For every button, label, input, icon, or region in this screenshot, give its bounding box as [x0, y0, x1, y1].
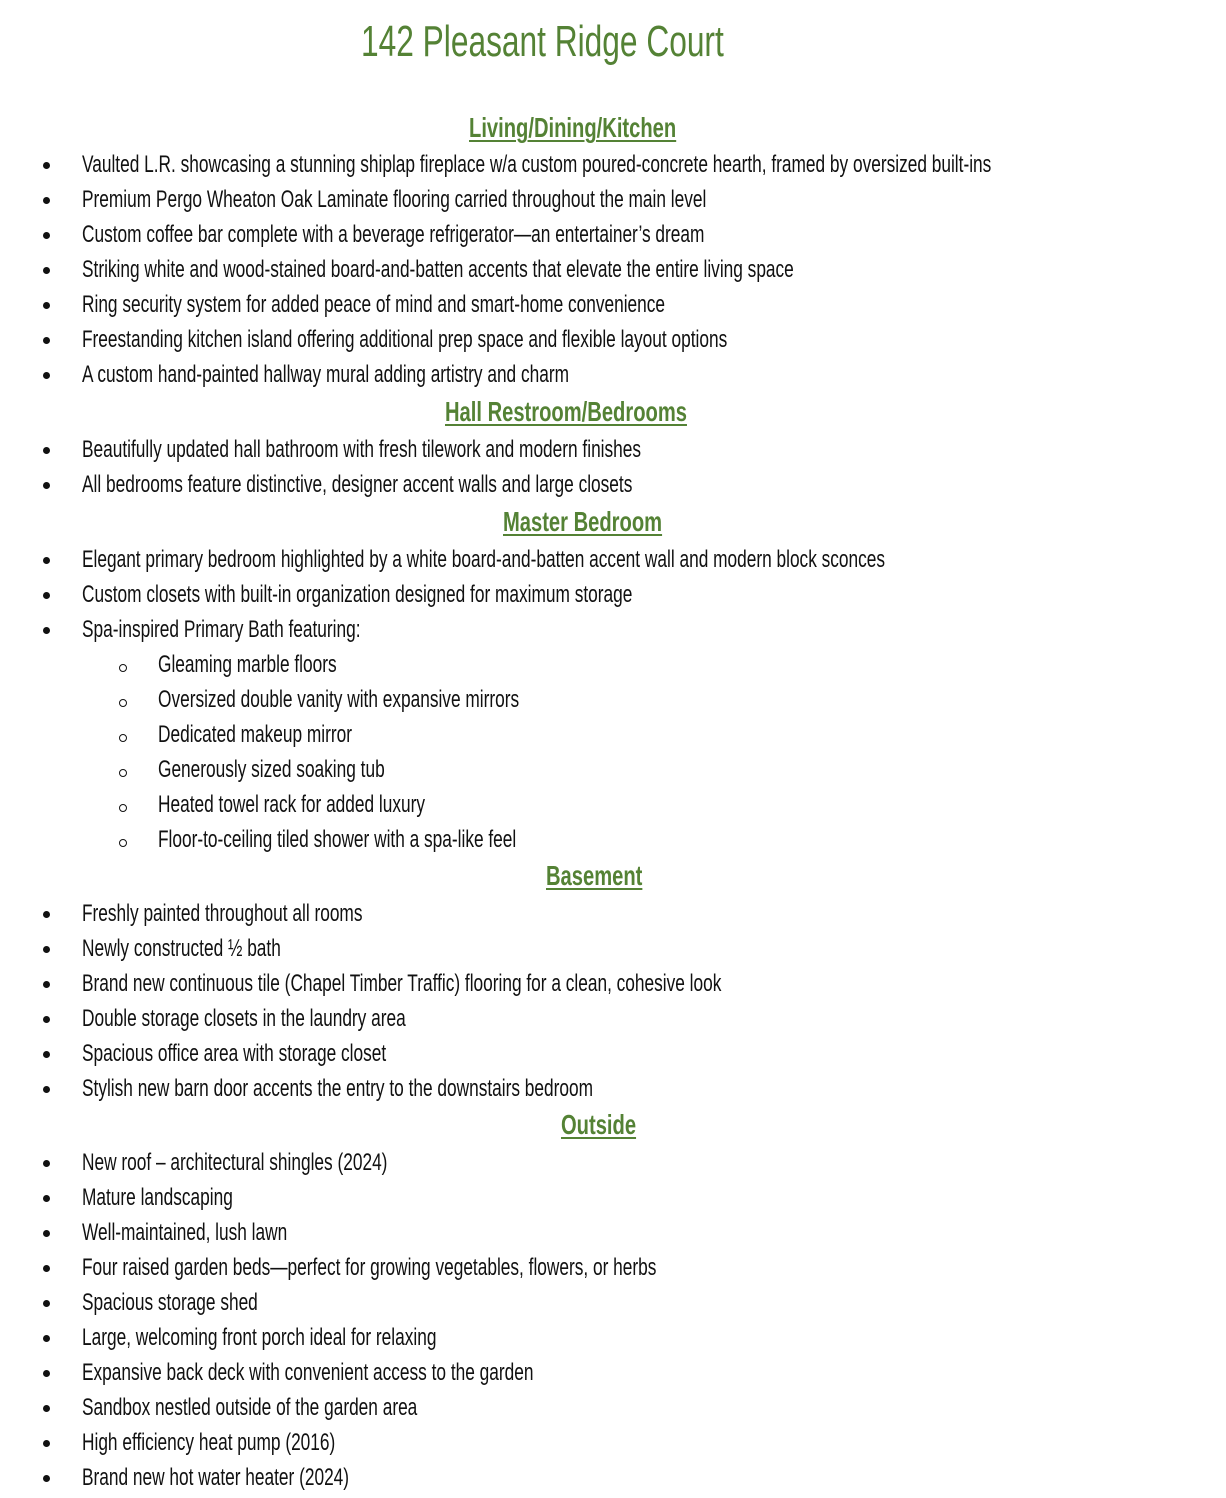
bullet-icon	[43, 557, 50, 564]
bullet-icon	[43, 1195, 50, 1202]
title-text: 142 Pleasant Ridge Court	[361, 17, 724, 66]
item-text: Mature landscaping	[82, 1184, 233, 1211]
item-text: Brand new hot water heater (2024)	[82, 1464, 350, 1491]
heading-text: Living/Dining/Kitchen	[469, 112, 677, 143]
item-text: High efficiency heat pump (2016)	[82, 1429, 336, 1456]
item-text: All bedrooms feature distinctive, designer accent walls and large closets	[82, 471, 633, 498]
bullet-icon	[43, 162, 50, 169]
bullet-icon	[43, 911, 50, 918]
bullet-icon	[43, 1335, 50, 1342]
item-text: New roof – architectural shingles (2024)	[82, 1149, 388, 1176]
item-text: Large, welcoming front porch ideal for relaxing	[82, 1324, 437, 1351]
section-heading-outside	[0, 1108, 1226, 1142]
circle-bullet-icon	[119, 769, 127, 777]
item-text: Freestanding kitchen island offering additional prep space and flexible layout options	[82, 326, 728, 353]
item-text: Well-maintained, lush lawn	[82, 1219, 288, 1246]
circle-bullet-icon	[119, 734, 127, 742]
item-text: Freshly painted throughout all rooms	[82, 900, 363, 927]
bullet-icon	[43, 1016, 50, 1023]
section-heading-hall-restroom-bedrooms	[0, 395, 1226, 429]
item-text: Gleaming marble floors	[158, 651, 337, 678]
item-text: Ring security system for added peace of mind and smart-home convenience	[82, 291, 666, 318]
circle-bullet-icon	[119, 804, 127, 812]
item-text: Brand new continuous tile (Chapel Timber Traffic) flooring for a clean, cohesive look	[82, 970, 722, 997]
item-text: Dedicated makeup mirror	[158, 721, 352, 748]
item-text: Expansive back deck with convenient access to the garden	[82, 1359, 534, 1386]
item-text: Elegant primary bedroom highlighted by a white board-and-batten accent wall and modern block sconces	[82, 546, 886, 573]
bullet-icon	[43, 946, 50, 953]
bullet-icon	[43, 1300, 50, 1307]
item-text: A custom hand-painted hallway mural adding artistry and charm	[82, 361, 569, 388]
item-text: Custom coffee bar complete with a beverage refrigerator—an entertainer’s dream	[82, 221, 705, 248]
item-text: Four raised garden beds—perfect for growing vegetables, flowers, or herbs	[82, 1254, 657, 1281]
item-text: Spacious office area with storage closet	[82, 1040, 387, 1067]
circle-bullet-icon	[119, 839, 127, 847]
item-text: Generously sized soaking tub	[158, 756, 385, 783]
bullet-icon	[43, 1230, 50, 1237]
bullet-icon	[43, 592, 50, 599]
item-text: Beautifully updated hall bathroom with fresh tilework and modern finishes	[82, 436, 642, 463]
bullet-icon	[43, 1086, 50, 1093]
bullet-icon	[43, 1475, 50, 1482]
item-text: Vaulted L.R. showcasing a stunning shiplap fireplace w/a custom poured-concrete hearth, framed by oversized built-ins	[82, 151, 992, 178]
bullet-icon	[43, 1265, 50, 1272]
heading-text: Outside	[560, 1109, 636, 1140]
bullet-icon	[43, 981, 50, 988]
bullet-icon	[43, 267, 50, 274]
section-heading-living-dining-kitchen	[0, 111, 1226, 145]
item-text: Premium Pergo Wheaton Oak Laminate flooring carried throughout the main level	[82, 186, 707, 213]
item-text: Striking white and wood-stained board-and-batten accents that elevate the entire living space	[82, 256, 794, 283]
bullet-icon	[43, 337, 50, 344]
item-text: Floor-to-ceiling tiled shower with a spa-like feel	[158, 826, 517, 853]
bullet-icon	[43, 1405, 50, 1412]
section-heading-basement	[0, 859, 1226, 893]
bullet-icon	[43, 1160, 50, 1167]
bullet-icon	[43, 482, 50, 489]
bullet-icon	[43, 1051, 50, 1058]
item-text: Heated towel rack for added luxury	[158, 791, 426, 818]
item-text: Spa-inspired Primary Bath featuring:	[82, 616, 361, 643]
item-text: Sandbox nestled outside of the garden area	[82, 1394, 418, 1421]
section-heading-master-bedroom	[0, 505, 1226, 539]
bullet-icon	[43, 1370, 50, 1377]
bullet-icon	[43, 627, 50, 634]
heading-text: Hall Restroom/Bedrooms	[444, 396, 687, 427]
bullet-icon	[43, 447, 50, 454]
item-text: Oversized double vanity with expansive mirrors	[158, 686, 520, 713]
item-text: Newly constructed ½ bath	[82, 935, 281, 962]
bullet-icon	[43, 1440, 50, 1447]
item-text: Spacious storage shed	[82, 1289, 258, 1316]
bullet-icon	[43, 302, 50, 309]
circle-bullet-icon	[119, 664, 127, 672]
bullet-icon	[43, 372, 50, 379]
circle-bullet-icon	[119, 699, 127, 707]
item-text: Double storage closets in the laundry area	[82, 1005, 406, 1032]
bullet-icon	[43, 197, 50, 204]
item-text: Custom closets with built-in organization designed for maximum storage	[82, 581, 633, 608]
heading-text: Basement	[546, 860, 643, 891]
heading-text: Master Bedroom	[502, 506, 662, 537]
bullet-icon	[43, 232, 50, 239]
page-title	[0, 14, 1226, 70]
item-text: Stylish new barn door accents the entry to the downstairs bedroom	[82, 1075, 593, 1102]
